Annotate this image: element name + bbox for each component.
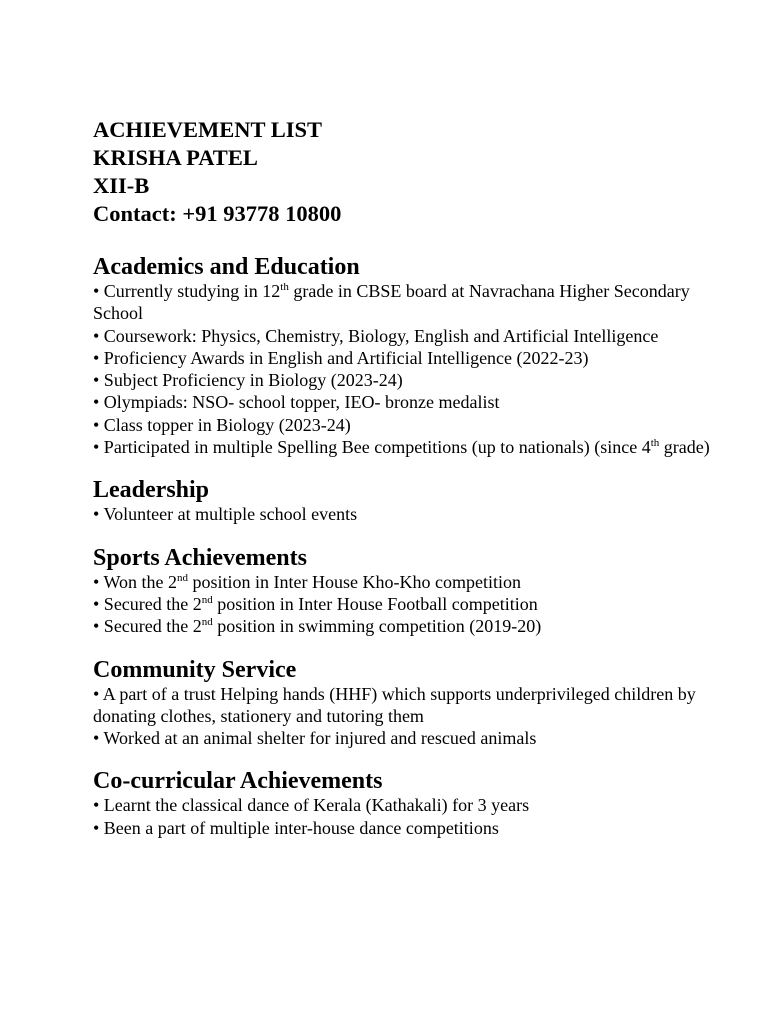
document-header: [93, 116, 733, 228]
section-title: Leadership: [93, 477, 210, 504]
section-co-curricular-achievements: [93, 766, 733, 839]
document-title: ACHIEVEMENT LIST: [93, 117, 323, 142]
student-class: XII-B: [93, 173, 150, 198]
list-item: • A part of a trust Helping hands (HHF) which supports underprivileged children by donating clothes, stationery and tutoring them: [93, 683, 696, 726]
section-sports-achievements: [93, 543, 733, 638]
list-item: • Won the 2nd position in Inter House Kho-Kho competition: [93, 571, 521, 592]
section-title: Community Service: [93, 656, 297, 683]
ordinal-suffix: nd: [177, 571, 189, 584]
document-page: [93, 116, 733, 856]
list-item: • Olympiads: NSO- school topper, IEO- bronze medalist: [93, 392, 500, 413]
ordinal-suffix: nd: [201, 593, 213, 606]
ordinal-suffix: nd: [201, 616, 213, 629]
list-item: • Been a part of multiple inter-house dance competitions: [93, 817, 499, 838]
section-title: Co-curricular Achievements: [93, 768, 383, 795]
list-item: • Class topper in Biology (2023-24): [93, 414, 351, 435]
sections-container: [93, 252, 733, 839]
contact-line: Contact: +91 93778 10800: [93, 201, 342, 226]
list-item: • Coursework: Physics, Chemistry, Biology, English and Artificial Intelligence: [93, 325, 659, 346]
section-academics-and-education: [93, 252, 733, 458]
section-title: Academics and Education: [93, 254, 360, 280]
list-item: • Subject Proficiency in Biology (2023-24): [93, 370, 403, 391]
ordinal-suffix: th: [650, 437, 660, 450]
section-title: Sports Achievements: [93, 544, 307, 571]
section-leadership: [93, 475, 733, 525]
list-item: • Proficiency Awards in English and Artificial Intelligence (2022-23): [93, 347, 589, 368]
list-item: • Learnt the classical dance of Kerala (Kathakali) for 3 years: [93, 795, 530, 816]
list-item: • Secured the 2nd position in swimming competition (2019-20): [93, 616, 542, 637]
section-community-service: [93, 655, 733, 750]
list-item: • Currently studying in 12th grade in CBSE board at Navrachana Higher Secondary School: [93, 281, 690, 324]
ordinal-suffix: th: [280, 281, 289, 293]
list-item: • Worked at an animal shelter for injured and rescued animals: [93, 728, 537, 749]
list-item: • Volunteer at multiple school events: [93, 504, 358, 525]
list-item: • Secured the 2nd position in Inter House Football competition: [93, 593, 538, 614]
student-name: KRISHA PATEL: [93, 145, 258, 170]
list-item: • Participated in multiple Spelling Bee competitions (up to nationals) (since 4th grade): [93, 437, 710, 458]
